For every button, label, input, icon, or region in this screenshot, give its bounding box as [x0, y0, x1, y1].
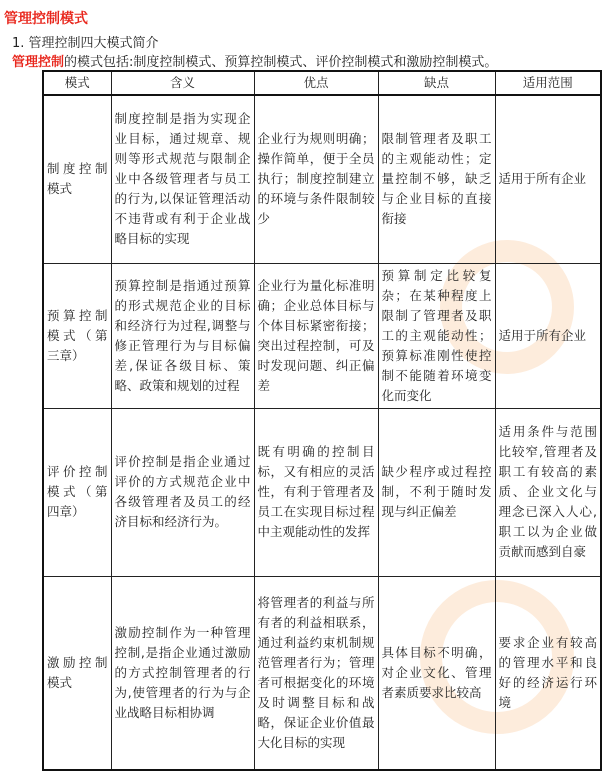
table-header-row — [43, 71, 601, 95]
header-cell: 缺点 — [378, 71, 495, 95]
cell-meaning: 激励控制作为一种管理控制,是指企业通过激励的方式控制管理者的行为,使管理者的行为与企业战略目标相协调 — [111, 576, 254, 770]
cell-pros: 将管理者的利益与所有者的利益相联系，通过利益约束机制规范管理者行为；管理者可根据变化的环境及时调整目标和战略，保证企业价值最大化目标的实现 — [254, 576, 378, 770]
cell-mode: 预算控制模式（第三章） — [43, 263, 111, 408]
cell-meaning: 制度控制是指为实现企业目标，通过规章、规则等形式规范与限制企业中各级管理者与员工的行为,以保证管理活动不违背或有利于企业战略目标的实现 — [111, 95, 254, 263]
header-cell: 优点 — [254, 71, 378, 95]
cell-pros: 企业行为量化标准明确；企业总体目标与个体目标紧密衔接；突出过程控制，可及时发现问题、纠正偏差 — [254, 263, 378, 408]
table-row — [43, 95, 601, 263]
table-row — [43, 408, 601, 576]
table-row — [43, 263, 601, 408]
intro-text: 的模式包括:制度控制模式、预算控制模式、评价控制模式和激励控制模式。 — [64, 55, 498, 70]
cell-mode: 制度控制模式 — [43, 95, 111, 263]
cell-cons: 具体目标不明确，对企业文化、管理者素质要求比较高 — [378, 576, 495, 770]
cell-scope: 适用条件与范围比较窄,管理者及职工有较高的素质、企业文化与理念已深入人心,职工以为企业做贡献而感到自豪 — [495, 408, 601, 576]
intro-highlight: 管理控制 — [12, 55, 65, 70]
page-title: 管理控制模式 — [4, 11, 88, 27]
section-heading: 1. 管理控制四大模式简介 — [12, 36, 159, 51]
cell-pros: 既有明确的控制目标，又有相应的灵活性，有利于管理者及员工在实现目标过程中主观能动性的发挥 — [254, 408, 378, 576]
table-row — [43, 576, 601, 770]
cell-cons: 预算制定比较复杂；在某种程度上限制了管理者及职工的主观能动性；预算标准刚性使控制不能随着环境变化而变化 — [378, 263, 495, 408]
cell-cons: 限制管理者及职工的主观能动性；定量控制不够，缺乏与企业目标的直接衔接 — [378, 95, 495, 263]
cell-scope: 适用于所有企业 — [495, 95, 601, 263]
cell-cons: 缺少程序或过程控制，不利于随时发现与纠正偏差 — [378, 408, 495, 576]
cell-mode: 评价控制模式（第四章） — [43, 408, 111, 576]
cell-meaning: 评价控制是指企业通过评价的方式规范企业中各级管理者及员工的经济目标和经济行为。 — [111, 408, 254, 576]
cell-mode: 激励控制模式 — [43, 576, 111, 770]
header-cell: 含义 — [111, 71, 254, 95]
control-modes-table — [42, 70, 602, 771]
cell-scope: 适用于所有企业 — [495, 263, 601, 408]
header-cell: 模式 — [43, 71, 111, 95]
cell-pros: 企业行为规则明确；操作简单，便于全员执行；制度控制建立的环境与条件限制较少 — [254, 95, 378, 263]
header-cell: 适用范围 — [495, 71, 601, 95]
cell-scope: 要求企业有较高的管理水平和良好的经济运行环境 — [495, 576, 601, 770]
cell-meaning: 预算控制是指通过预算的形式规范企业的目标和经济行为过程,调整与修正管理行为与目标偏差,保证各级目标、策略、政策和规划的过程 — [111, 263, 254, 408]
intro-paragraph — [12, 51, 497, 70]
